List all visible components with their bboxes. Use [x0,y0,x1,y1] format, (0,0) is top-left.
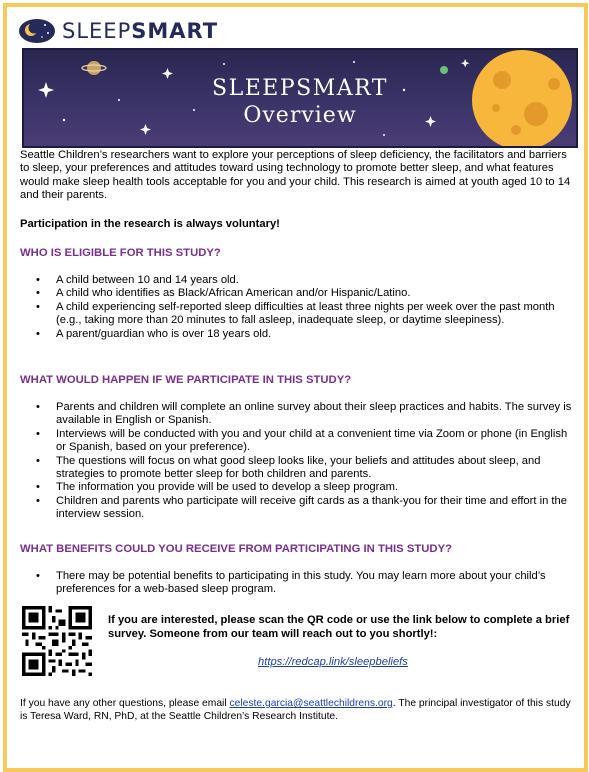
moon-logo-icon [18,18,56,44]
list-item: • Parents and children will complete an online survey about their sleep practices and habits. The survey is available in English or Spanish. [20,401,572,428]
list-item: • A child experiencing self-reported sleep difficulties at least three nights per week over the past month (e.g., taking more than 20 minutes to fall asleep, inadequate sleep, or daytime sleepiness). [20,301,572,328]
banner-subtitle: Overview [243,103,357,128]
list-item: • A child who identifies as Black/African American and/or Hispanic/Latino. [20,287,572,300]
intro-paragraph: Seattle Children’s researchers want to explore your perceptions of sleep deficiency, the facilitators and barriers to sleep, your preferences and attitudes toward using technology to promote better sleep, and what features would make sleep health tools acceptable for you and your child. This research is aimed at youth aged 10 to 14 and their parents. [20,149,571,202]
list-item: • The questions will focus on what good sleep looks like, your beliefs and attitudes about sleep, and strategies to promote better sleep for both children and parents. [20,455,572,482]
list-item: • Interviews will be conducted with you and your child at a convenient time via Zoom or phone (in English or Spanish, based on your preference). [20,428,572,455]
header-banner [22,48,578,148]
contact-email-link[interactable]: celeste.garcia@seattlechildrens.org [229,698,393,709]
logo-wordmark: SLEEPSMART [62,19,219,43]
list-item: • A parent/guardian who is over 18 years old. [20,328,572,341]
benefits-heading: WHAT BENEFITS COULD YOU RECEIVE FROM PARTICIPATING IN THIS STUDY? [20,543,453,555]
list-item: • A child between 10 and 14 years old. [20,274,572,287]
benefits-list [20,570,572,597]
survey-link[interactable]: https://redcap.link/sleepbeliefs [258,656,408,668]
participation-heading: WHAT WOULD HAPPEN IF WE PARTICIPATE IN THIS STUDY? [20,374,352,386]
list-item: • Children and parents who participate will receive gift cards as a thank-you for their time and effort in the interview session. [20,495,572,522]
list-item: • The information you provide will be used to develop a sleep program. [20,481,572,494]
footer-text: . The principal investigator of this study is Teresa Ward, RN, PhD, at the Seattle Children’s Research Institute. [20,698,571,722]
eligibility-heading: WHO IS ELIGIBLE FOR THIS STUDY? [20,247,221,259]
eligibility-list [20,274,572,341]
voluntary-notice: Participation in the research is always voluntary! [20,218,280,230]
banner-title: SLEEPSMART [212,76,388,101]
survey-call-to-action: If you are interested, please scan the QR code or use the link below to complete a brief survey. Someone from our team will reach out to you shortly!: [108,614,570,640]
footer-contact [20,697,576,723]
qr-code-icon[interactable] [22,606,92,676]
footer-text: If you have any other questions, please email [20,698,230,709]
participation-list [20,401,572,522]
sleepsmart-logo [18,16,246,46]
list-item: • There may be potential benefits to participating in this study. You may learn more about your child’s preferences for a web-based sleep program. [20,570,572,597]
